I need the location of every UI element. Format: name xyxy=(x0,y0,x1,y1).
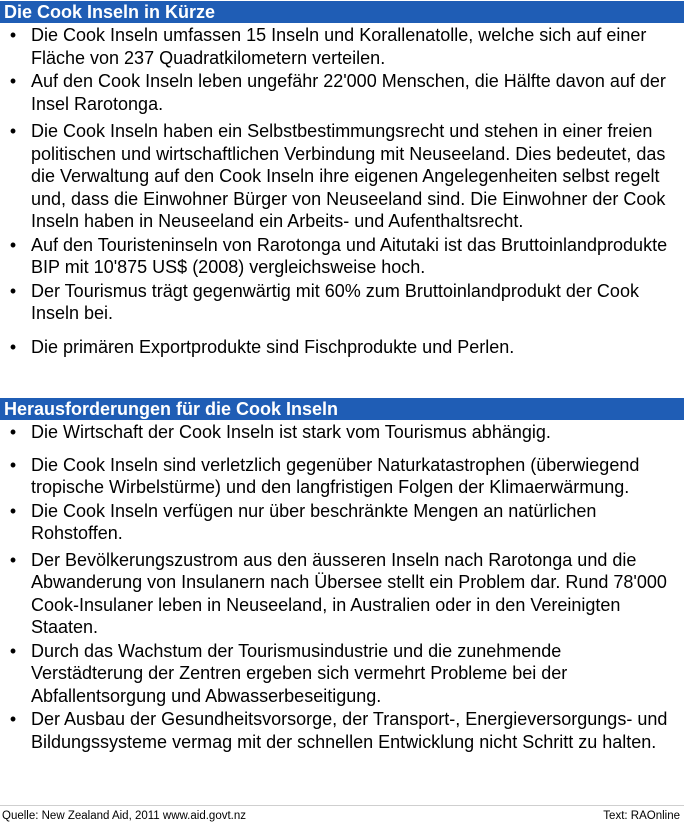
bullet-icon: • xyxy=(9,25,17,45)
list-item xyxy=(0,336,684,359)
list-item xyxy=(0,234,684,279)
list-item-text: Die primären Exportprodukte sind Fischprodukte und Perlen. xyxy=(31,336,515,357)
footer-source xyxy=(2,808,246,824)
section-header-overview xyxy=(0,1,684,23)
list-item xyxy=(0,70,684,115)
bullet-icon: • xyxy=(9,121,17,141)
list-item-text: Die Cook Inseln sind verletzlich gegenüber Naturkatastrophen (überwiegend tropische Wirbelstürme) und den langfristigen Folgen der Klimaerwärmung. xyxy=(31,454,640,497)
section-title: Herausforderungen für die Cook Inseln xyxy=(4,399,339,419)
list-item-text: Die Cook Inseln haben ein Selbstbestimmungsrecht und stehen in einer freien politischen und wirtschaftlichen Verbindung mit Neuseeland. Dies bedeutet, das die Verwaltung auf den Cook Inseln ihre eigenen Angelegenheiten selbst regelt und, dass die Einwohner Bürger von Neuseeland sind. Die Einwohner der Cook Inseln haben in Neuseeland ein Arbeits- und Aufenthaltsrecht. xyxy=(31,121,666,231)
footer-source-label: Quelle: New Zealand Aid, 2011 xyxy=(2,810,160,822)
list-item xyxy=(0,421,684,444)
list-item xyxy=(0,500,684,545)
list-item-text: Auf den Touristeninseln von Rarotonga und Aitutaki ist das Bruttoinlandprodukte BIP mit 10'875 US$ (2008) vergleichsweise hoch. xyxy=(31,234,668,277)
list-item-text: Der Bevölkerungszustrom aus den äusseren Inseln nach Rarotonga und die Abwanderung von Insulanern nach Übersee stellt ein Problem dar. Rund 78'000 Cook-Insulaner leben in Neuseeland, in Australien oder in den Vereinigten Staaten. xyxy=(31,549,667,637)
bullet-icon: • xyxy=(9,422,17,442)
bullet-icon: • xyxy=(9,280,17,301)
list-item-text: Durch das Wachstum der Tourismusindustrie und die zunehmende Verstädterung der Zentren ergeben sich vermehrt Probleme bei der Abfallentsorgung und Abwasserbeseitigung. xyxy=(31,640,568,706)
section-header-challenges xyxy=(0,398,684,420)
footer-credit: Text: RAOnline xyxy=(603,810,680,822)
bullet-icon: • xyxy=(9,709,17,729)
footer xyxy=(0,808,684,826)
bullet-icon: • xyxy=(9,500,17,521)
list-item-text: Die Wirtschaft der Cook Inseln ist stark vom Tourismus abhängig. xyxy=(31,422,551,442)
list-item xyxy=(0,454,684,499)
overview-bullet-list xyxy=(0,24,684,358)
footer-divider xyxy=(0,805,684,806)
list-item xyxy=(0,280,684,325)
list-item-text: Die Cook Inseln verfügen nur über beschränkte Mengen an natürlichen Rohstoffen. xyxy=(31,500,597,543)
list-item-text: Die Cook Inseln umfassen 15 Inseln und Korallenatolle, welche sich auf einer Fläche von 237 Quadratkilometern verteilen. xyxy=(31,25,647,68)
list-item-text: Auf den Cook Inseln leben ungefähr 22'000 Menschen, die Hälfte davon auf der Insel Rarotonga. xyxy=(31,71,666,114)
bullet-icon: • xyxy=(9,640,17,661)
bullet-icon: • xyxy=(9,549,17,570)
list-item-text: Der Tourismus trägt gegenwärtig mit 60% zum Bruttoinlandprodukt der Cook Inseln bei. xyxy=(31,280,639,323)
challenges-bullet-list xyxy=(0,421,684,753)
section-title: Die Cook Inseln in Kürze xyxy=(4,2,216,22)
bullet-icon: • xyxy=(9,336,17,357)
list-item xyxy=(0,120,684,233)
bullet-icon: • xyxy=(9,454,17,475)
footer-source-url: www.aid.govt.nz xyxy=(162,810,247,822)
list-item xyxy=(0,708,684,753)
bullet-icon: • xyxy=(9,234,17,255)
list-item xyxy=(0,549,684,639)
list-item-text: Der Ausbau der Gesundheitsvorsorge, der Transport-, Energieversorgungs- und Bildungssysteme vermag mit der schnellen Entwicklung nicht Schritt zu halten. xyxy=(31,709,668,752)
list-item xyxy=(0,640,684,708)
bullet-icon: • xyxy=(9,71,17,91)
list-item xyxy=(0,24,684,69)
